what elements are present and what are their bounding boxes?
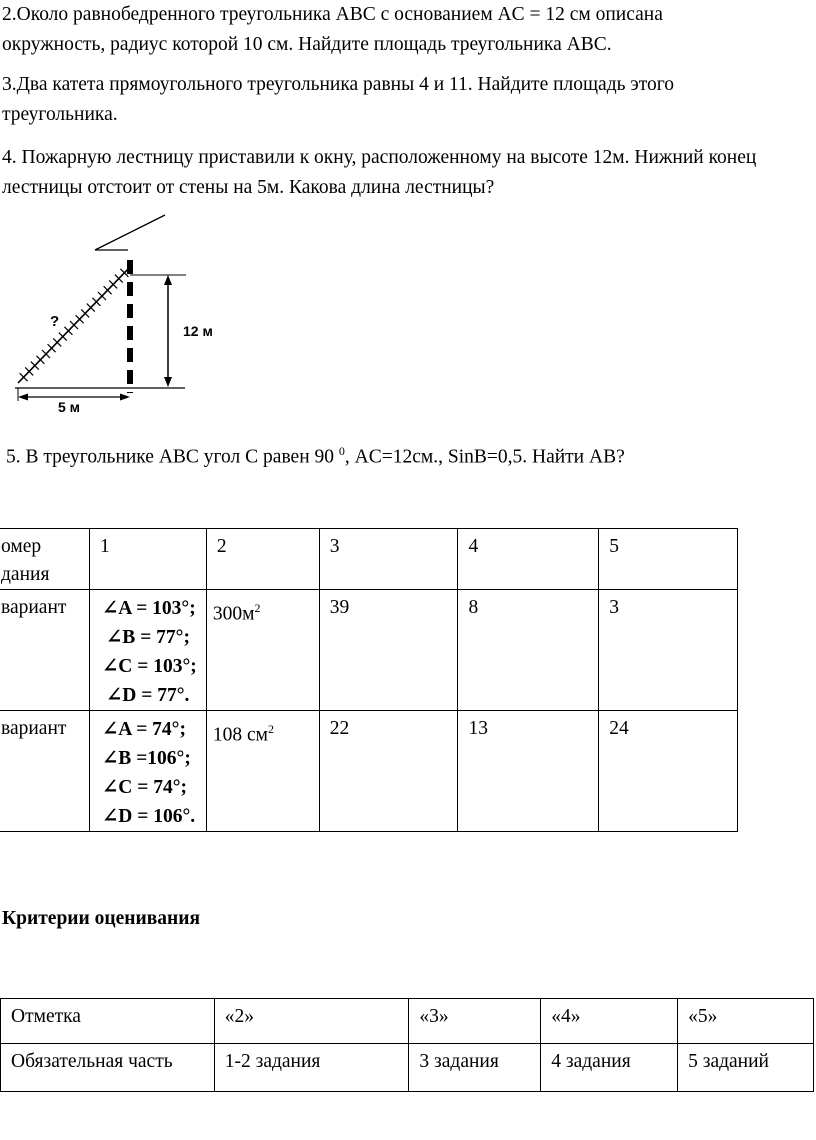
answers-header-label-line-1: омер — [1, 536, 42, 557]
answers-row-variant-2 — [0, 711, 738, 832]
variant-2-area: 108 см — [212, 724, 268, 746]
answers-header-col-5: 5 — [599, 529, 738, 590]
variant-1-angles-cell — [89, 590, 206, 711]
problem-5-text-before: 5. В треугольнике ABC угол C равен 90 — [6, 446, 339, 468]
problem-4 — [2, 143, 756, 203]
roof-line — [95, 215, 165, 250]
criteria-header-row — [1, 999, 814, 1044]
answers-header-col-4: 4 — [458, 529, 599, 590]
height-arrow-bottom-head — [164, 377, 172, 387]
variant-1-angle-c: ∠C = 103°; — [101, 656, 197, 677]
criteria-row-3: 3 задания — [409, 1044, 541, 1092]
criteria-required-row — [1, 1044, 814, 1092]
variant-2-angle-c: ∠C = 74°; — [101, 777, 188, 798]
problem-4-line-1: 4. Пожарную лестницу приставили к окну, расположенному на высоте 12м. Нижний конец — [2, 147, 757, 168]
problem-2 — [2, 0, 663, 60]
problem-4-line-2: лестницы отстоит от стены на 5м. Какова длина лестницы? — [2, 177, 495, 198]
variant-2-answer-5: 24 — [599, 711, 738, 832]
criteria-title: Критерии оценивания — [2, 908, 201, 929]
base-arrow-left-head — [18, 394, 28, 401]
answers-header-col-1: 1 — [89, 529, 206, 590]
criteria-header-4: «4» — [541, 999, 678, 1044]
criteria-header-5: «5» — [678, 999, 814, 1044]
variant-2-answer-4: 13 — [458, 711, 599, 832]
answers-header-col-2: 2 — [206, 529, 319, 590]
problem-5-degree: 0 — [338, 444, 345, 458]
variant-1-angle-b: ∠B = 77°; — [105, 627, 190, 648]
criteria-row-4: 4 задания — [541, 1044, 678, 1092]
problem-5 — [6, 436, 625, 473]
variant-1-label-cell: вариант — [0, 590, 89, 711]
answers-header-label-line-2: дания — [1, 564, 50, 585]
problem-3-line-1: 3.Два катета прямоугольного треугольника равны 4 и 11. Найдите площадь этого — [2, 74, 675, 95]
height-label: 12 м — [183, 323, 213, 339]
variant-2-area-cell — [206, 711, 319, 832]
variant-2-label-cell: вариант — [0, 711, 89, 832]
variant-1-area-cell — [206, 590, 319, 711]
criteria-header-3: «3» — [409, 999, 541, 1044]
criteria-table — [0, 998, 814, 1092]
ladder-diagram — [0, 205, 240, 415]
base-label: 5 м — [58, 399, 81, 415]
answers-header-col-3: 3 — [319, 529, 458, 590]
answers-header-row — [0, 529, 738, 590]
variant-1-angle-d: ∠D = 77°. — [105, 685, 190, 706]
variant-1-area-sup: 2 — [254, 601, 261, 615]
problem-2-line-2: окружность, радиус которой 10 см. Найдите площадь треугольника ABC. — [2, 34, 612, 55]
variant-2-angle-b: ∠B =106°; — [101, 748, 191, 769]
problem-3 — [2, 70, 674, 130]
variant-1-area: 300м — [212, 603, 255, 625]
criteria-header-2: «2» — [214, 999, 409, 1044]
criteria-row-label: Обязательная часть — [1, 1044, 215, 1092]
answers-header-label-cell — [0, 529, 89, 590]
problem-2-line-1: 2.Около равнобедренного треугольника ABC с основанием AC = 12 см описана — [2, 4, 663, 25]
problem-3-line-2: треугольника. — [2, 104, 118, 125]
variant-1-answer-3: 39 — [319, 590, 458, 711]
answers-row-variant-1 — [0, 590, 738, 711]
variant-2-angle-a: ∠A = 74°; — [101, 719, 186, 740]
height-arrow-top-head — [164, 275, 172, 285]
variant-1-answer-4: 8 — [458, 590, 599, 711]
variant-2-angles-cell — [89, 711, 206, 832]
criteria-row-5: 5 заданий — [678, 1044, 814, 1092]
ladder-question-label: ? — [50, 313, 60, 330]
variant-2-area-sup: 2 — [267, 722, 274, 736]
criteria-header-mark: Отметка — [1, 999, 215, 1044]
answers-table — [0, 528, 738, 832]
variant-2-answer-3: 22 — [319, 711, 458, 832]
variant-1-angle-a: ∠A = 103°; — [101, 598, 196, 619]
criteria-row-2: 1-2 задания — [214, 1044, 409, 1092]
variant-1-answer-5: 3 — [599, 590, 738, 711]
problem-5-text-after: , AC=12см., SinB=0,5. Найти AB? — [344, 446, 625, 468]
variant-2-angle-d: ∠D = 106°. — [101, 806, 196, 827]
base-arrow-right-head — [120, 394, 130, 401]
